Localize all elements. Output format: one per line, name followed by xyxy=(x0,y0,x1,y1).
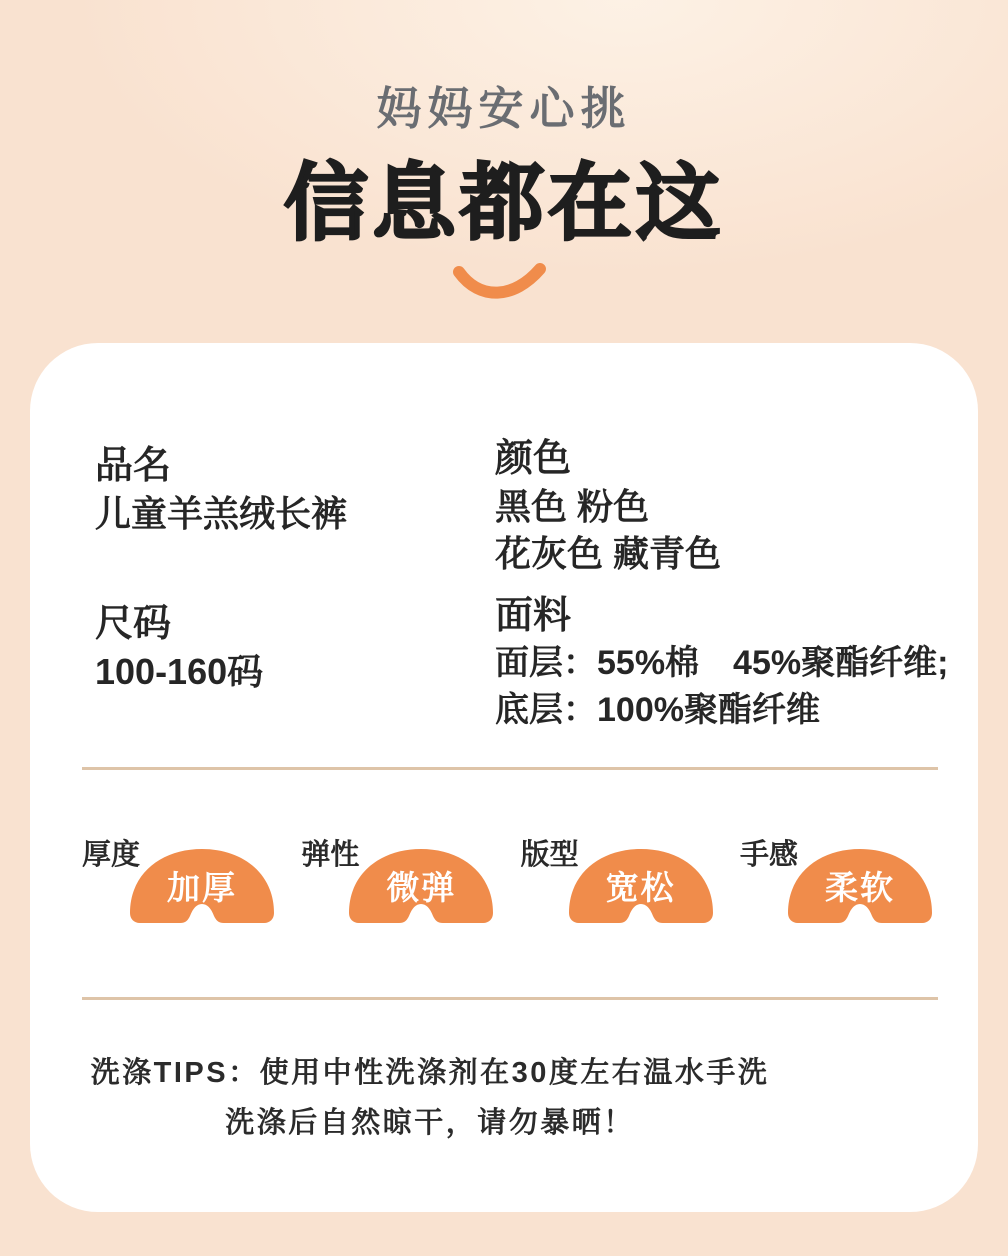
field-product-name xyxy=(95,443,347,537)
size-value: 100-160码 xyxy=(95,651,264,692)
product-info-card xyxy=(30,343,978,1212)
page-subtitle: 妈妈安心挑 xyxy=(376,83,632,134)
badge-elasticity-arch xyxy=(343,845,499,925)
divider-bottom xyxy=(82,997,938,1000)
field-color xyxy=(495,436,721,577)
washing-tips xyxy=(70,1048,790,1148)
badge-elasticity-label: 弹性 xyxy=(301,839,360,871)
badge-fit-arch xyxy=(563,845,719,925)
badge-feel xyxy=(740,832,938,932)
color-value-line2: 花灰色 藏青色 xyxy=(495,533,722,574)
badge-elasticity xyxy=(301,832,499,932)
badge-fit-value: 宽松 xyxy=(605,869,676,906)
field-fabric xyxy=(495,593,948,734)
badge-feel-value: 柔软 xyxy=(825,869,895,906)
product-name-value: 儿童羊羔绒长裤 xyxy=(95,493,348,534)
fabric-value-line2: 底层：100%聚酯纤维 xyxy=(495,691,820,729)
badge-fit xyxy=(521,832,719,932)
badge-fit-label: 版型 xyxy=(520,839,579,871)
smile-icon xyxy=(452,263,548,309)
attribute-badges-row xyxy=(82,832,938,932)
color-label: 颜色 xyxy=(495,438,572,480)
badge-thickness-label: 厚度 xyxy=(82,839,141,871)
washing-tips-line2: 洗涤后自然晾干，请勿暴晒！ xyxy=(225,1107,635,1139)
badge-elasticity-value: 微弹 xyxy=(386,869,457,906)
field-size xyxy=(95,601,263,695)
badge-thickness xyxy=(82,832,280,932)
badge-thickness-arch xyxy=(124,845,280,925)
badge-feel-arch xyxy=(782,845,938,925)
badge-thickness-value: 加厚 xyxy=(167,869,238,906)
badge-feel-label: 手感 xyxy=(739,839,798,871)
fabric-value-line1: 面层：55%棉 45%聚酯纤维; xyxy=(495,644,949,682)
fabric-label: 面料 xyxy=(495,595,572,637)
size-label: 尺码 xyxy=(95,603,172,645)
washing-tips-line1: 洗涤TIPS：使用中性洗涤剂在30度左右温水手洗 xyxy=(90,1057,770,1089)
color-value-line1: 黑色 粉色 xyxy=(495,486,650,527)
divider-top xyxy=(82,767,938,770)
page-title: 信息都在这 xyxy=(283,156,724,250)
product-name-label: 品名 xyxy=(95,445,172,487)
